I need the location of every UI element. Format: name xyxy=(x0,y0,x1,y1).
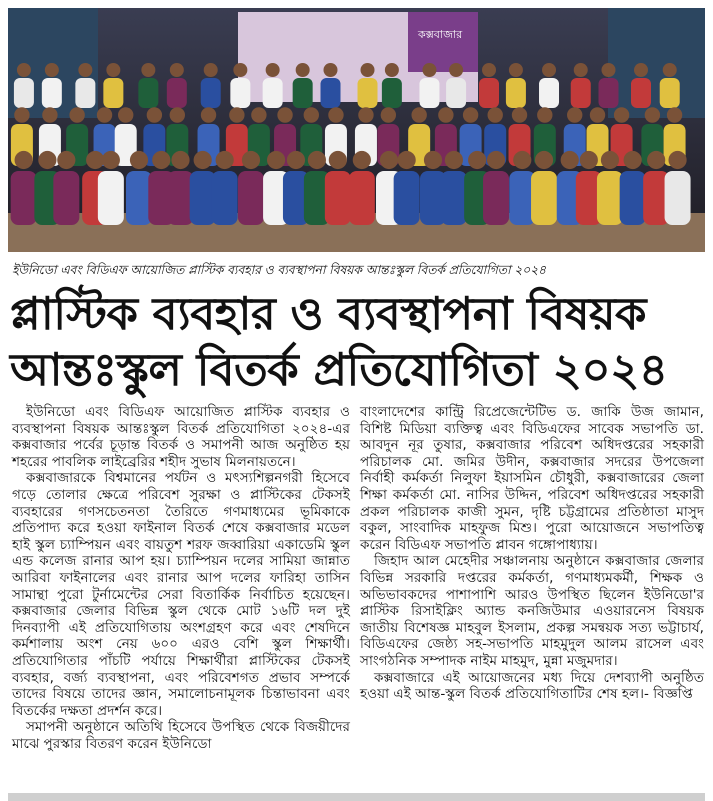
person-head xyxy=(574,63,588,77)
person-head xyxy=(438,107,453,122)
person-head xyxy=(147,107,162,122)
person-head xyxy=(251,107,266,122)
person-head xyxy=(663,63,677,77)
person-body xyxy=(665,171,691,225)
person-head xyxy=(266,63,280,77)
person-head xyxy=(216,151,234,169)
person-head xyxy=(512,107,527,122)
person-head xyxy=(17,63,31,77)
person-head xyxy=(194,151,212,169)
person-head xyxy=(487,151,505,169)
person-body xyxy=(230,78,250,108)
person-head xyxy=(328,107,343,122)
headline-line-1: প্লাস্টিক ব্যবহার ও ব্যবস্থাপনা বিষয়ক xyxy=(10,287,646,340)
person-head xyxy=(590,107,605,122)
article-paragraph: কক্সবাজারে এই আয়োজনের মধ্য দিয়ে দেশব্যাপী অনুষ্ঠিত হওয়া এই আন্ত-স্কুল বিতর্ক প্রতিযোগিতাটির শেষ হল।- বিজ্ঞপ্তি xyxy=(360,669,704,703)
person-body xyxy=(212,171,238,225)
article-paragraph: জিহাদ আল মেহেদীর সঞ্চালনায় অনুষ্ঠানে কক্সবাজার জেলার বিভিন্ন সরকারি দপ্তরের কর্মকর্তা, গণমাধ্যমকর্মী, শিক্ষক ও অভিভাবকদের পাশাপাশি আরও উপস্থিত ছিলেন ইউনিডো'র প্লাস্টিক রিসাইক্লিং অ্যান্ড কনজিউমার এওয়ারনেস বিষয়ক জাতীয় বিশেষজ্ঞ মাহবুল ইসলাম, প্রকল্প সমন্বয়ক সত্য ভট্টাচার্য, বিডিএফের জেষ্ঠ্য সহ-সভাপতি মাহমুদুল আলম রাসেল এবং সাংগঠনিক সম্পাদক নাইম মাহমুদ, মুন্না মজুমদার। xyxy=(360,553,704,669)
person-head xyxy=(380,151,398,169)
person-body xyxy=(325,171,351,225)
person-body xyxy=(98,171,124,225)
person-body xyxy=(620,171,646,225)
person-body xyxy=(539,78,559,108)
person-head xyxy=(118,107,133,122)
person-head xyxy=(424,151,442,169)
person-head xyxy=(361,63,375,77)
bottom-border xyxy=(8,793,705,801)
person-body xyxy=(201,78,221,108)
person-head xyxy=(57,151,75,169)
group-photo-illustration xyxy=(8,8,705,252)
person-head xyxy=(45,63,59,77)
article-column-left xyxy=(12,404,350,752)
person-head xyxy=(488,107,503,122)
article-paragraph: সমাপনী অনুষ্ঠানে অতিথি হিসেবে উপস্থিত থেকে বিজয়ীদের মাঝে পুরস্কার বিতরণ করেন ইউনিডো xyxy=(12,719,350,752)
person-body xyxy=(75,78,95,108)
person-head xyxy=(102,151,120,169)
group-photo xyxy=(8,8,705,252)
person-head xyxy=(542,63,556,77)
person-head xyxy=(561,151,579,169)
person-head xyxy=(463,107,478,122)
person-head xyxy=(15,151,33,169)
person-head xyxy=(624,151,642,169)
person-body xyxy=(238,171,264,225)
article-paragraph: কক্সবাজারকে বিশ্বমানের পর্যটন ও মৎস্যশিল্পনগরী হিসেবে গড়ে তোলার ক্ষেত্রে পরিবেশ সুরক্ষা ও প্লাস্টিকের টেকসই ব্যবহারের গণসচেতনতা তৈরিতে গণমাধ্যমের ভূমিকাকে প্রতিপাদ্য করে হওয়া ফাইনাল বিতর্ক শেষে কক্সবাজার মডেল হাই স্কুল চ্যাম্পিয়ন এবং বায়তুশ শরফ জব্বারিয়া একাডেমি স্কুল এন্ড কলেজ রানার আপ হয়। চ্যাম্পিয়ন দলের সামিয়া জান্নাত আরিবা ফাইনালের এবং রানার আপ দলের ফারিহা তাসিন সামান্থা পুরো টুর্নামেন্টের সেরা বিতার্কিক নির্বাচিত হয়েছেন। কক্সবাজার জেলার বিভিন্ন স্কুল থেকে মোট ১৬টি দল দুই দিনব্যাপী এই প্রতিযোগিতায় অংশগ্রহণ করে এবং শেষদিনে কর্মশালায় অংশ নেয় ৬০০ এরও বেশি স্কুল শিক্ষার্থী। প্রতিযোগিতার পাঁচটি পর্যায়ে শিক্ষার্থীরা প্লাস্টিকের টেকসই ব্যবহার, বর্জ্য ব্যবস্থাপনা, এবং পরিবেশগত প্রভাব সম্পর্কে তাদের বিষয়ে তাদের জ্ঞান, সমালোচনামূলক চিন্তাভাবনা এবং বিতর্কের দক্ষতা প্রদর্শন করে। xyxy=(12,470,350,719)
person-head xyxy=(567,107,582,122)
person-body xyxy=(263,78,283,108)
person-head xyxy=(668,151,686,169)
person-head xyxy=(229,107,244,122)
person-body xyxy=(293,78,313,108)
person-head xyxy=(170,63,184,77)
person-body xyxy=(446,78,466,108)
headline-line-2: আন্তঃস্কুল বিতর্ক প্রতিযোগিতা ২০২৪ xyxy=(10,343,668,396)
person-head xyxy=(398,151,416,169)
headline xyxy=(10,286,710,398)
person-body xyxy=(11,171,37,225)
person-head xyxy=(14,107,29,122)
person-head xyxy=(353,151,371,169)
person-head xyxy=(97,107,112,122)
person-body xyxy=(14,78,34,108)
person-body xyxy=(660,78,680,108)
person-head xyxy=(86,151,104,169)
banner-text: কক্সবাজার xyxy=(418,28,463,41)
person-body xyxy=(42,78,62,108)
person-body xyxy=(479,78,499,108)
person-head xyxy=(482,63,496,77)
article-paragraph: বাংলাদেশের কান্ট্রি রিপ্রেজেন্টেটিভ ড. জাকি উজ জামান, বিশিষ্ট মিডিয়া ব্যক্তিত্ব এবং বিডিএফের সাবেক সভাপতি ডা. আবদুন নূর তুষার, কক্সবাজার পরিবেশ অধিদপ্তরের সহকারী পরিচালক মো. জমির উদীন, কক্সবাজার সদরের উপজেলা নির্বাহী কর্মকর্তা নিলুফা ইয়াসমিন চৌধুরী, কক্সবাজারের জেলা শিক্ষা কর্মকর্তা মো. নাসির উদ্দিন, পরিবেশ অধিদপ্তরের সহকারী প্রকল পরিচালক কাজী সুমন, দৃষ্টি চট্টগ্রামের প্রতিষ্ঠাতা মাসুদ বকুল, সাংবাদিক মাহফুজ মিশু। পুরো আয়োজনে সভাপতিত্ব করেন বিডিএফ সভাপতি প্লাবন গঙ্গোপাধ্যায়। xyxy=(360,404,704,553)
person-body xyxy=(419,78,439,108)
person-head xyxy=(233,63,247,77)
curtain-right xyxy=(608,8,705,118)
person-body xyxy=(103,78,123,108)
person-head xyxy=(329,151,347,169)
article-column-right xyxy=(360,404,704,703)
person-head xyxy=(468,151,486,169)
person-head xyxy=(130,151,148,169)
person-head xyxy=(106,63,120,77)
person-head xyxy=(242,151,260,169)
person-head xyxy=(296,63,310,77)
person-head xyxy=(170,107,185,122)
person-head xyxy=(38,151,56,169)
person-head xyxy=(267,151,285,169)
person-head xyxy=(385,63,399,77)
person-head xyxy=(411,107,426,122)
banner-logo-area xyxy=(408,12,478,72)
person-body xyxy=(358,78,378,108)
person-body xyxy=(631,78,651,108)
person-body xyxy=(53,171,79,225)
person-body xyxy=(441,171,467,225)
person-head xyxy=(647,151,665,169)
person-head xyxy=(287,151,305,169)
person-head xyxy=(513,151,531,169)
person-head xyxy=(201,107,216,122)
person-head xyxy=(634,63,648,77)
person-head xyxy=(422,63,436,77)
photo-caption: ইউনিডো এবং বিডিএফ আয়োজিত প্লাস্টিক ব্যবহার ও ব্যবস্থাপনা বিষয়ক আন্তঃস্কুল বিতর্ক প্রতিযোগিতা ২০২৪ xyxy=(12,262,546,277)
person-head xyxy=(381,107,396,122)
person-head xyxy=(358,107,373,122)
person-head xyxy=(42,107,57,122)
person-head xyxy=(602,63,616,77)
person-body xyxy=(599,78,619,108)
person-body xyxy=(167,78,187,108)
person-body xyxy=(531,171,557,225)
person-head xyxy=(509,63,523,77)
person-body xyxy=(382,78,402,108)
person-head xyxy=(204,63,218,77)
person-head xyxy=(78,63,92,77)
person-head xyxy=(601,151,619,169)
person-head xyxy=(537,107,552,122)
person-body xyxy=(126,171,152,225)
person-head xyxy=(449,63,463,77)
person-head xyxy=(152,151,170,169)
person-head xyxy=(667,107,682,122)
person-head xyxy=(580,151,598,169)
person-head xyxy=(614,107,629,122)
person-body xyxy=(483,171,509,225)
article-paragraph: ইউনিডো এবং বিডিএফ আয়োজিত প্লাস্টিক ব্যবহার ও ব্যবস্থাপনা বিষয়ক আন্তঃস্কুল বিতর্ক প্রতিযোগিতা ২০২৪-এর কক্সবাজার পর্বের চূড়ান্ত বিতর্ক ও সমাপনী আজ অনুষ্ঠিত হয় শহরের পাবলিক লাইব্রেরির শহীদ সুভাষ মিলনায়তনে। xyxy=(12,404,350,470)
person-head xyxy=(324,63,338,77)
person-head xyxy=(308,151,326,169)
person-body xyxy=(394,171,420,225)
person-body xyxy=(321,78,341,108)
person-head xyxy=(69,107,84,122)
person-body xyxy=(349,171,375,225)
person-body xyxy=(506,78,526,108)
person-body xyxy=(168,171,194,225)
person-body xyxy=(597,171,623,225)
person-body xyxy=(571,78,591,108)
person-head xyxy=(277,107,292,122)
person-body xyxy=(138,78,158,108)
person-head xyxy=(645,107,660,122)
person-head xyxy=(445,151,463,169)
person-head xyxy=(141,63,155,77)
person-head xyxy=(171,151,189,169)
person-head xyxy=(535,151,553,169)
person-head xyxy=(304,107,319,122)
